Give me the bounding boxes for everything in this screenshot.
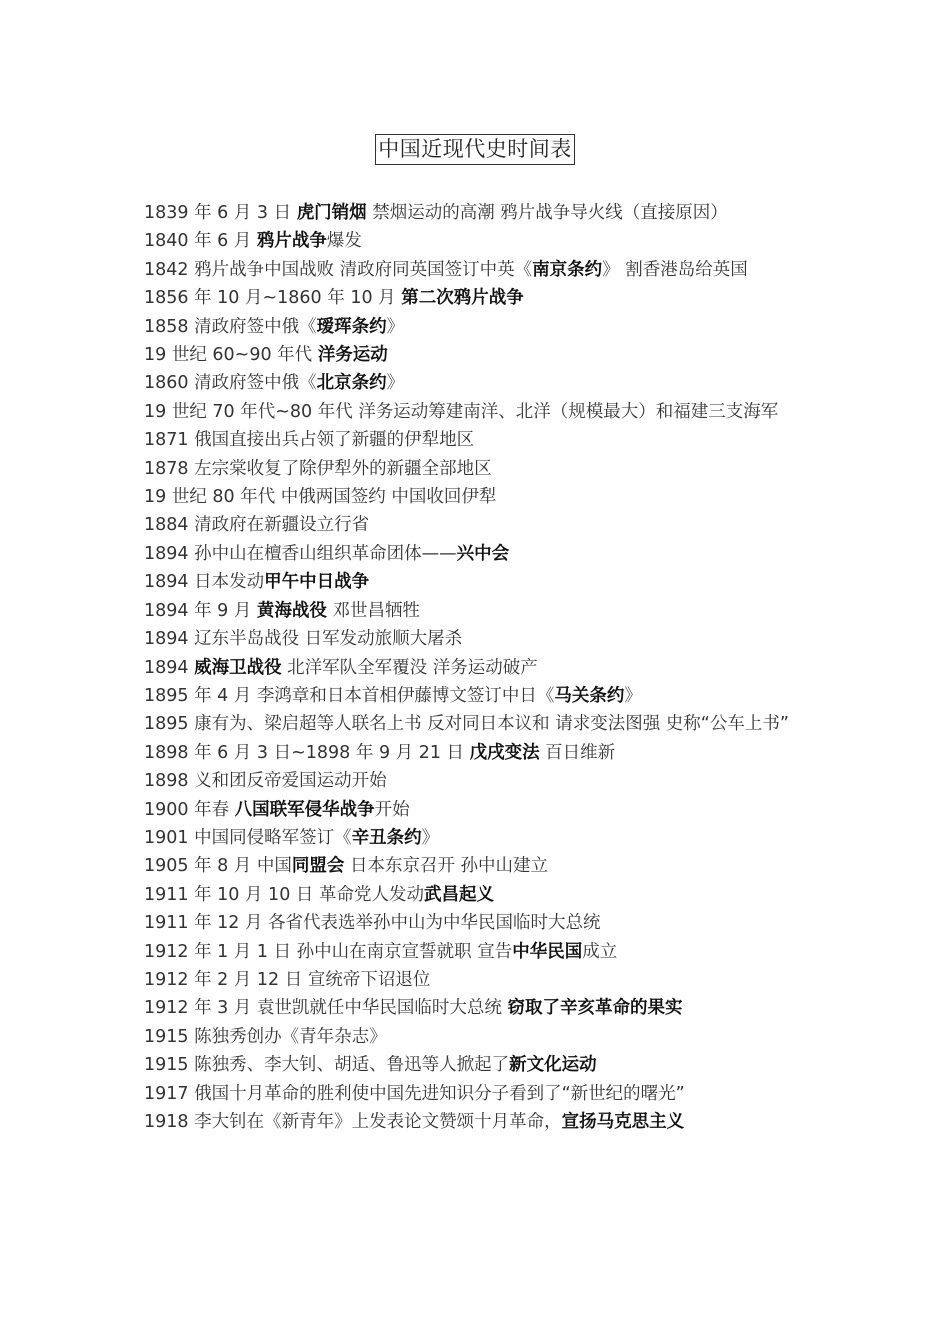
timeline-entry-text: 》 [624,685,642,706]
timeline-entry [144,682,812,710]
timeline-entry-text: 1918 李大钊在《新青年》上发表论文赞颂十月革命， [144,1112,562,1132]
timeline-entry-text: 1898 义和团反帝爱国运动开始 [144,771,387,792]
timeline-entry-text: 1858 清政府签中俄《 [144,316,317,337]
timeline-entry-highlight: 鸦片战争 [256,231,327,252]
timeline-entry-text: 1894 日本发动 [144,572,265,593]
timeline-entry [144,341,812,369]
timeline-entry-text: 1894 年 9 月 [144,600,257,621]
timeline-entry-text: 1900 年春 [144,799,235,820]
timeline-entry-text: 1839 年 6 月 3 日 [144,203,297,223]
timeline-entry-text: 1911 年 12 月 各省代表选举孙中山为中华民国临时大总统 [144,913,601,934]
timeline-entry [144,824,812,852]
timeline-entry-text: 邓世昌牺牲 [326,600,420,621]
timeline-entry-text: 1912 年 1 月 1 日 孙中山在南京宣誓就职 宣告 [144,941,513,962]
timeline-entry-highlight: 洋务运动 [317,345,388,366]
timeline-entry-text: 19 世纪 70 年代~80 年代 洋务运动筹建南洋、北洋（规模最大）和福建三支海军 [144,401,779,422]
timeline-entry [144,796,812,824]
timeline-entry-text: 禁烟运动的高潮 鸦片战争导火线（直接原因） [366,203,728,223]
timeline-entry [144,483,812,511]
timeline-entry-highlight: 兴中会 [456,543,510,564]
timeline-entry [144,369,812,397]
timeline-entry-text: 1915 陈独秀、李大钊、胡适、鲁迅等人掀起了 [144,1055,510,1076]
timeline-entry [144,739,812,767]
timeline-entry [144,966,812,994]
timeline-entry-text: 1915 陈独秀创办《青年杂志》 [144,1026,387,1047]
timeline-entry-highlight: 南京条约 [532,259,603,280]
timeline-entry-text: 19 世纪 80 年代 中俄两国签约 中国收回伊犁 [144,487,497,508]
timeline-entry-text: 1884 清政府在新疆设立行省 [144,515,370,536]
timeline-entry-highlight: 瑷珲条约 [316,316,387,337]
timeline-entry [144,597,812,625]
timeline-entry-text: 百日维新 [539,742,616,763]
timeline-entry-text: 日本东京召开 孙中山建立 [344,856,549,877]
timeline-entry-highlight: 新文化运动 [509,1055,597,1076]
timeline-entry-text: 1898 年 6 月 3 日~1898 年 9 月 21 日 [144,742,470,763]
timeline-entry-highlight: 虎门销烟 [296,203,367,223]
timeline-entry-highlight: 黄海战役 [256,600,327,621]
timeline-entry-highlight: 八国联军侵华战争 [234,799,375,820]
timeline-entry-highlight: 宣扬马克思主义 [561,1112,685,1132]
timeline-entry [144,426,812,454]
timeline-entry [144,654,812,682]
timeline-entry-text: 》 [386,373,405,394]
timeline-entry [144,199,812,227]
timeline-entry-highlight: 同盟会 [291,856,345,877]
timeline-entry-text: 1860 清政府签中俄《 [144,373,317,394]
timeline-entry-text: 1917 俄国十月革命的胜利使中国先进知识分子看到了“新世纪的曙光” [144,1083,685,1104]
timeline-entry [144,938,812,966]
timeline-entry [144,767,812,795]
timeline-entry [144,568,812,596]
timeline-entry-text: 》 割香港岛给英国 [602,259,748,280]
timeline-entry-text: 1912 年 3 月 袁世凯就任中华民国临时大总统 [144,998,508,1019]
timeline-entry [144,455,812,483]
title-container [0,134,950,165]
timeline-entry-highlight: 辛丑条约 [351,827,422,848]
timeline-entry-text: 成立 [582,941,618,962]
timeline-entry-text: 1842 鸦片战争中国战败 清政府同英国签订中英《 [144,259,533,280]
timeline-entry [144,313,812,341]
timeline-entry-highlight: 窃取了辛亥革命的果实 [507,998,683,1019]
timeline-entry-text: 1894 辽东半岛战役 日军发动旅顺大屠杀 [144,629,463,650]
timeline-entry-text: 1911 年 10 月 10 日 革命党人发动 [144,884,424,905]
timeline-entry [144,994,812,1022]
timeline-entry-highlight: 马关条约 [554,685,625,706]
timeline-entry [144,540,812,568]
timeline-entry-text: 1912 年 2 月 12 日 宣统帝下诏退位 [144,969,431,990]
timeline-entry-text: 1894 孙中山在檀香山组织革命团体—— [144,543,457,564]
timeline-entry [144,625,812,653]
timeline-entry [144,284,812,312]
timeline-entry-text: 1878 左宗棠收复了除伊犁外的新疆全部地区 [144,458,492,479]
timeline-entry [144,852,812,880]
timeline-entry-text: 爆发 [326,231,362,252]
timeline-entry-text: 1840 年 6 月 [144,231,257,252]
timeline-entry-text: 北洋军队全军覆没 洋务运动破产 [281,657,538,678]
timeline-entry-text: 》 [386,316,405,337]
timeline-entry-text: 1901 中国同侵略军签订《 [144,827,352,848]
timeline-entry [144,1080,812,1108]
timeline-entry-text: 》 [421,827,440,848]
timeline-entry-text: 1895 康有为、梁启超等人联名上书 反对同日本议和 请求变法图强 史称“公车上书” [144,714,789,735]
timeline-entry-highlight: 第二次鸦片战争 [401,288,524,309]
timeline-entry [144,1051,812,1079]
timeline-entry-highlight: 武昌起义 [423,884,494,905]
timeline-entry [144,256,812,284]
timeline-entry-text: 1871 俄国直接出兵占领了新疆的伊犁地区 [144,430,475,451]
timeline-entry-text: 1856 年 10 月~1860 年 10 月 [144,288,402,309]
timeline-entry [144,1023,812,1051]
timeline-entry-highlight: 威海卫战役 [194,657,282,678]
timeline-entry-highlight: 北京条约 [316,373,387,394]
timeline-entry-text: 1905 年 8 月 中国 [144,856,292,877]
timeline-entry [144,227,812,255]
timeline-entry [144,710,812,738]
document-title: 中国近现代史时间表 [375,134,575,165]
timeline-list [144,199,812,1136]
timeline-entry [144,1108,812,1136]
timeline-entry-highlight: 戊戌变法 [469,742,540,763]
timeline-entry [144,881,812,909]
timeline-entry-text: 开始 [374,799,410,820]
timeline-entry-text: 19 世纪 60~90 年代 [144,345,318,366]
timeline-entry [144,511,812,539]
timeline-entry-text: 1895 年 4 月 李鸿章和日本首相伊藤博文签订中日《 [144,685,555,706]
timeline-entry [144,909,812,937]
timeline-entry-highlight: 中华民国 [512,941,583,962]
timeline-entry-highlight: 甲午中日战争 [264,572,370,593]
timeline-entry-text: 1894 [144,657,195,678]
timeline-entry [144,398,812,426]
